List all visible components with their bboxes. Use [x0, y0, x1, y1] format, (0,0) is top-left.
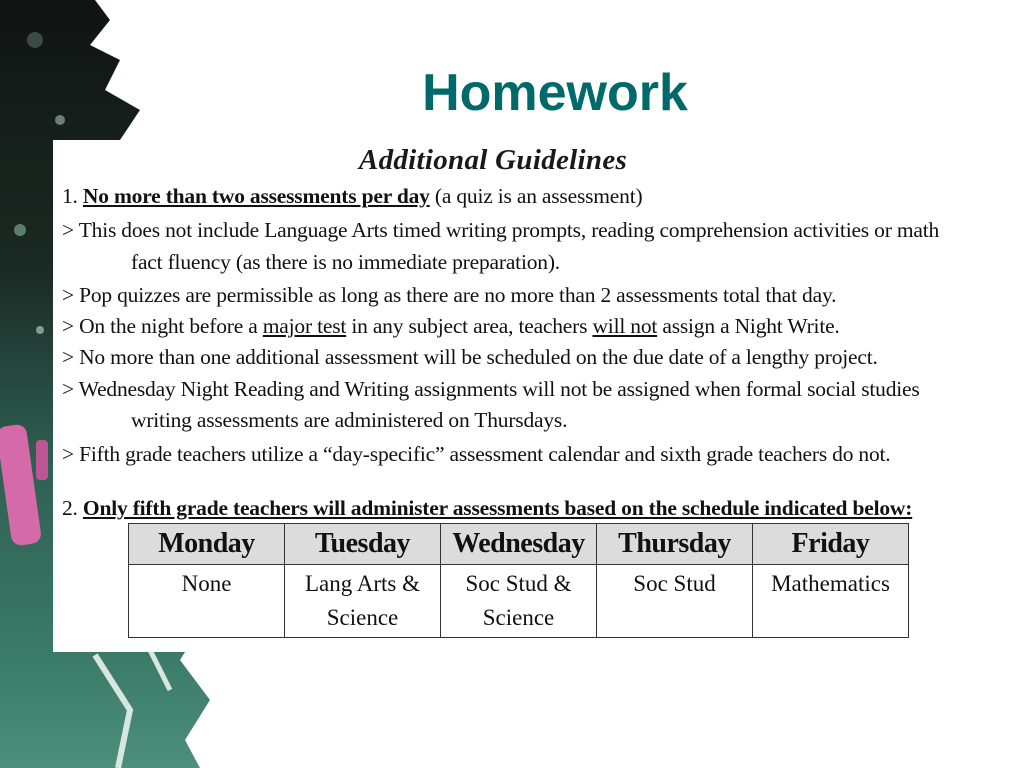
cell-text: Lang Arts &	[305, 571, 420, 596]
cell-tuesday	[285, 565, 441, 638]
cell-thursday	[597, 565, 753, 638]
item-rule: No more than two assessments per day	[82, 184, 430, 208]
cell-text: None	[181, 571, 232, 596]
bullet-language-arts: > This does not include Language Arts timed writing prompts, reading comprehension activities or math	[62, 218, 940, 242]
cell-text: Science	[482, 605, 555, 630]
cell-text: Soc Stud	[633, 571, 716, 596]
slide-title: Homework	[422, 64, 688, 122]
bullet-lengthy-project: > No more than one additional assessment will be scheduled on the due date of a lengthy project.	[62, 345, 878, 369]
assessment-schedule-table	[128, 523, 909, 638]
cell-friday	[753, 565, 909, 638]
item-rule: Only fifth grade teachers will administer assessments based on the schedule indicated below:	[82, 496, 913, 520]
night-write-part-3: assign a Night Write.	[657, 314, 840, 338]
header-thursday: Thursday	[597, 524, 753, 565]
guideline-item-2	[62, 496, 912, 521]
header-monday: Monday	[129, 524, 285, 565]
cell-text: Science	[326, 605, 399, 630]
cell-monday	[129, 565, 285, 638]
cell-wednesday	[441, 565, 597, 638]
table-header-row	[129, 524, 909, 565]
guideline-item-1	[62, 184, 642, 209]
cell-text: Mathematics	[771, 571, 890, 596]
night-write-part-1: > On the night before a	[62, 314, 263, 338]
guidelines-document	[53, 140, 983, 652]
header-wednesday: Wednesday	[441, 524, 597, 565]
header-tuesday: Tuesday	[285, 524, 441, 565]
bullet-night-write	[62, 314, 840, 339]
bullet-wednesday-night-continued: writing assessments are administered on Thursdays.	[131, 408, 568, 432]
night-write-part-2: in any subject area, teachers	[346, 314, 593, 338]
bullet-language-arts-continued: fact fluency (as there is no immediate preparation).	[131, 250, 560, 274]
item-note: (a quiz is an assessment)	[434, 184, 643, 208]
bullet-fifth-grade: > Fifth grade teachers utilize a “day-specific” assessment calendar and sixth grade teachers do not.	[62, 442, 891, 466]
item-number: 2.	[62, 496, 78, 520]
will-not-text: will not	[592, 314, 658, 338]
major-test-text: major test	[262, 314, 347, 338]
bullet-wednesday-night: > Wednesday Night Reading and Writing assignments will not be assigned when formal social studies	[62, 377, 920, 401]
item-number: 1.	[62, 184, 78, 208]
cell-text: Soc Stud &	[465, 571, 572, 596]
document-heading: Additional Guidelines	[358, 144, 628, 176]
header-friday: Friday	[753, 524, 909, 565]
bullet-pop-quizzes: > Pop quizzes are permissible as long as there are no more than 2 assessments total that day.	[62, 283, 837, 307]
table-row	[129, 565, 909, 638]
